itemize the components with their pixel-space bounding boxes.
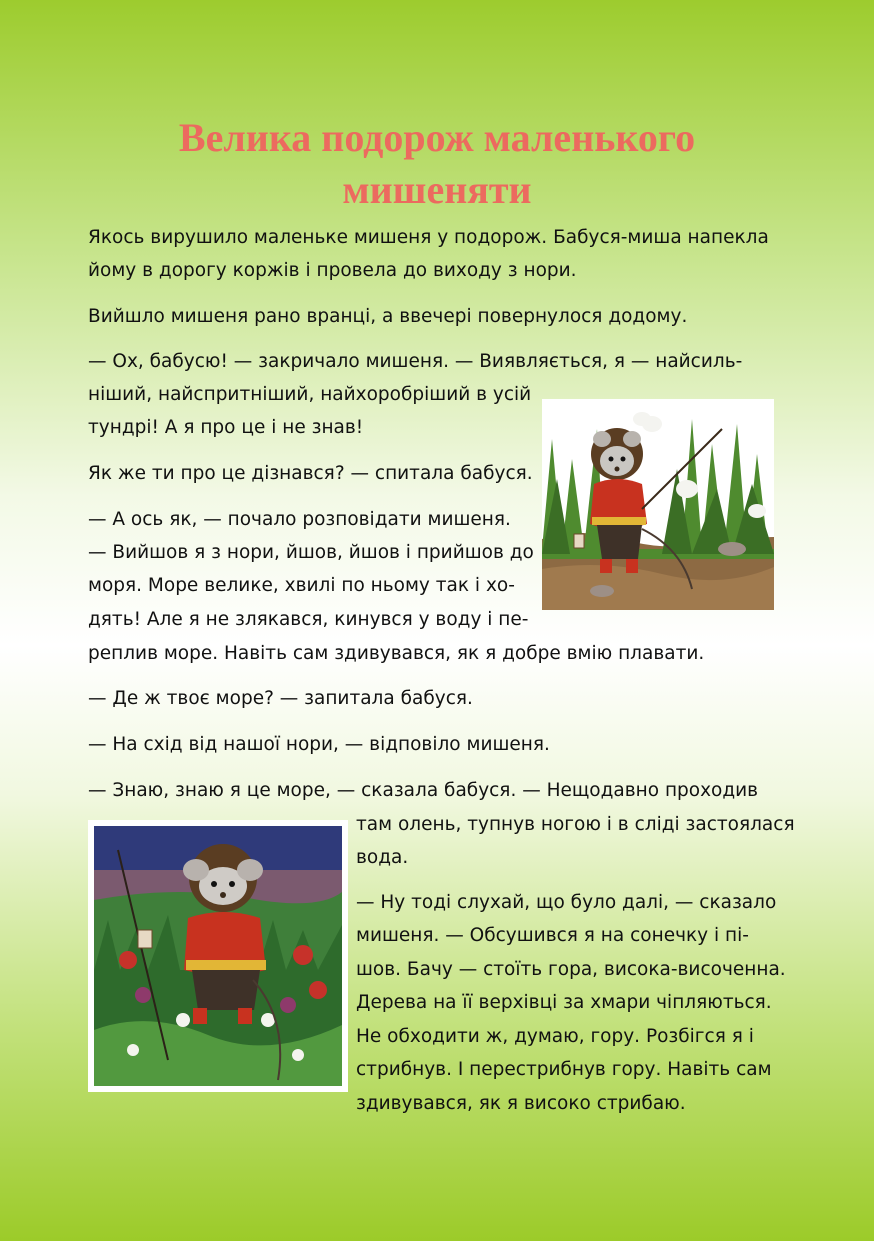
text-line: — А ось як, — почало розповідати мишеня.	[88, 509, 511, 530]
text-line: здивувався, як я високо стрибаю.	[356, 1093, 686, 1114]
mouse-in-grass-illustration	[542, 399, 774, 610]
text-line: Не обходити ж, думаю, гору. Розбігся я і	[356, 1026, 754, 1047]
text-line: дять! Але я не злякався, кинувся у воду і пе-	[88, 609, 529, 630]
text-line: вода.	[356, 847, 409, 868]
text-line: — Де ж твоє море? — запитала бабуся.	[88, 688, 473, 709]
text-line: мишеня. — Обсушився я на сонечку і пі-	[356, 925, 749, 946]
text-line: Як же ти про це дізнався? — спитала бабуся.	[88, 463, 533, 484]
text-line: — Ох, бабусю! — закричало мишеня. — Виявляється, я — найсиль-	[88, 351, 743, 372]
text-line: йому в дорогу коржів і провела до виходу з нори.	[88, 260, 577, 281]
story-title	[80, 112, 794, 216]
text-line: моря. Море велике, хвилі по ньому так і хо-	[88, 575, 515, 596]
text-line: — На схід від нашої нори, — відповіло мишеня.	[88, 734, 550, 755]
text-line: шов. Бачу — стоїть гора, висока-височенна.	[356, 959, 786, 980]
mouse-in-meadow-illustration	[88, 820, 348, 1092]
text-line: — Знаю, знаю я це море, — сказала бабуся. — Нещодавно проходив	[88, 780, 759, 801]
text-line: Дерева на її верхівці за хмари чіпляються.	[356, 992, 772, 1013]
text-line: тундрі! А я про це і не знав!	[88, 417, 364, 438]
story-title-line-2: мишеняти	[342, 167, 532, 212]
text-line: — Вийшов я з нори, йшов, йшов і прийшов до	[88, 542, 534, 563]
text-line: там олень, тупнув ногою і в сліді застоялася	[356, 814, 795, 835]
text-line: ніший, найспритніший, найхоробріший в усій	[88, 384, 532, 405]
story-title-line-1: Велика подорож маленького	[178, 115, 696, 160]
text-line: Вийшло мишеня рано вранці, а ввечері повернулося додому.	[88, 306, 688, 327]
text-line: Якось вирушило маленьке мишеня у подорож. Бабуся-миша напекла	[88, 227, 769, 248]
text-line: реплив море. Навіть сам здивувався, як я добре вмію плавати.	[88, 643, 705, 664]
text-line: стрибнув. І перестрибнув гору. Навіть сам	[356, 1059, 772, 1080]
text-line: — Ну тоді слухай, що було далі, — сказало	[356, 892, 777, 913]
